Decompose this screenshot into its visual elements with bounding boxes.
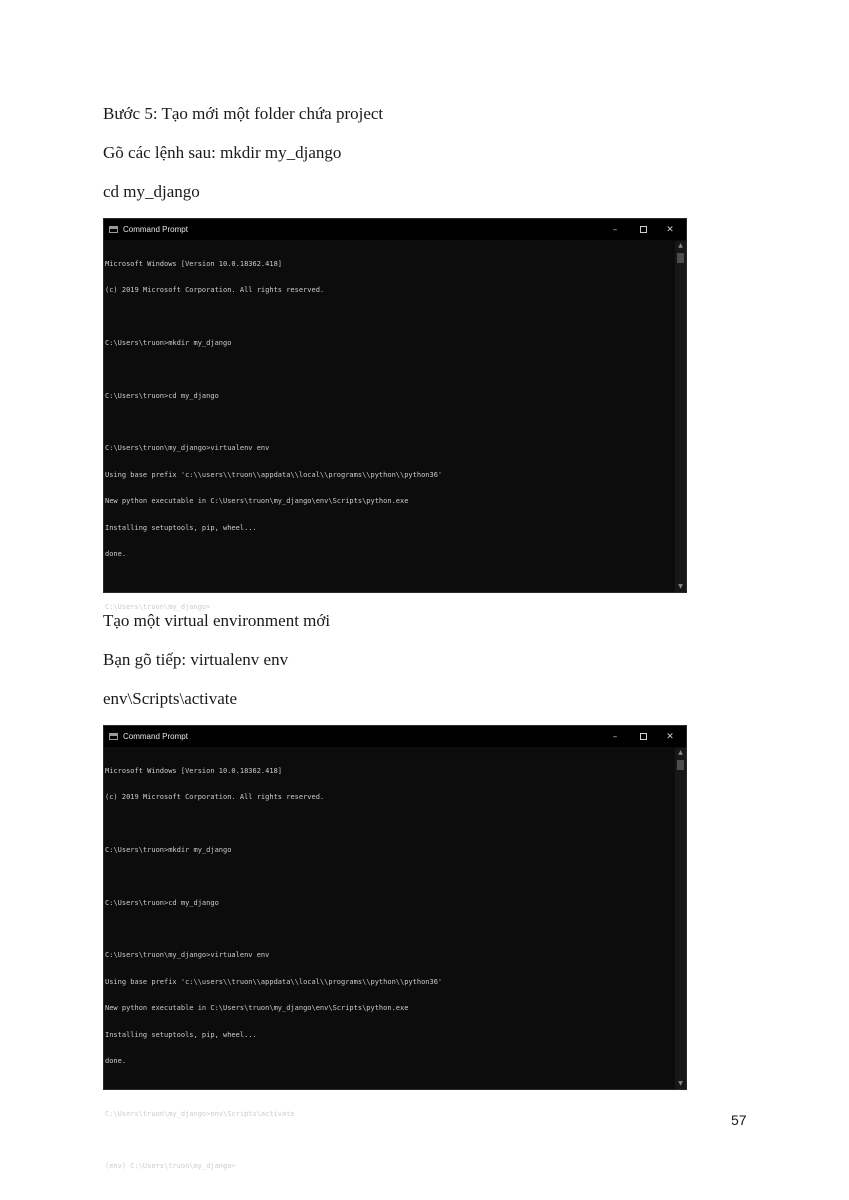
scroll-up-icon[interactable]: ▲ <box>678 242 683 249</box>
page-number: 57 <box>731 1112 747 1128</box>
console-line: C:\Users\truon\my_django> <box>105 602 211 611</box>
console-line: done. <box>105 549 127 558</box>
console-line: Installing setuptools, pip, wheel... <box>105 523 257 532</box>
instruction-virtualenv: Bạn gõ tiếp: virtualenv env <box>103 650 289 669</box>
console-line: C:\Users\truon>cd my_django <box>105 898 219 907</box>
console-output[interactable] <box>104 748 675 1171</box>
step-heading: Bước 5: Tạo mới một folder chứa project <box>103 104 384 123</box>
console-line: (env) C:\Users\truon\my_django> <box>105 1162 236 1171</box>
maximize-icon <box>640 733 647 740</box>
instruction-mkdir: Gõ các lệnh sau: mkdir my_django <box>103 143 342 162</box>
maximize-button[interactable] <box>630 726 656 747</box>
console-line <box>105 1136 675 1145</box>
console-line: C:\Users\truon\my_django>env\Scripts\activate <box>105 1109 295 1118</box>
console-line <box>105 418 675 427</box>
console-line: C:\Users\truon>mkdir my_django <box>105 845 232 854</box>
scroll-thumb[interactable] <box>677 253 684 263</box>
console-line <box>105 312 675 321</box>
console-line <box>105 365 675 374</box>
console-line: C:\Users\truon>cd my_django <box>105 391 219 400</box>
instruction-cd: cd my_django <box>103 182 200 201</box>
command-prompt-window-1 <box>103 218 687 611</box>
console-line: done. <box>105 1056 127 1065</box>
window-titlebar[interactable] <box>104 219 686 240</box>
console-line: (c) 2019 Microsoft Corporation. All rights reserved. <box>105 792 325 801</box>
console-line: New python executable in C:\Users\truon\my_django\env\Scripts\python.exe <box>105 497 409 506</box>
cmd-icon <box>109 733 118 740</box>
console-output[interactable] <box>104 241 675 611</box>
console-line: C:\Users\truon\my_django>virtualenv env <box>105 444 270 453</box>
vertical-scrollbar[interactable] <box>675 241 686 592</box>
console-line <box>105 925 675 934</box>
console-line: New python executable in C:\Users\truon\my_django\env\Scripts\python.exe <box>105 1004 409 1013</box>
console-line <box>105 1083 675 1092</box>
scroll-thumb[interactable] <box>677 760 684 770</box>
console-line: C:\Users\truon>mkdir my_django <box>105 338 232 347</box>
window-title: Command Prompt <box>123 225 188 234</box>
scroll-down-icon[interactable]: ▼ <box>678 583 683 590</box>
console-line: Microsoft Windows [Version 10.0.18362.418] <box>105 766 283 775</box>
minimize-button[interactable]: – <box>612 731 618 742</box>
vertical-scrollbar[interactable] <box>675 748 686 1089</box>
minimize-button[interactable]: – <box>612 224 618 235</box>
command-prompt-window-2 <box>103 725 687 1171</box>
console-line: (c) 2019 Microsoft Corporation. All rights reserved. <box>105 285 325 294</box>
window-titlebar[interactable] <box>104 726 686 747</box>
console-line: Using base prefix 'c:\\users\\truon\\appdata\\local\\programs\\python\\python36' <box>105 977 443 986</box>
instruction-activate: env\Scripts\activate <box>103 689 238 708</box>
close-button[interactable]: ✕ <box>666 224 674 235</box>
console-line: Microsoft Windows [Version 10.0.18362.418] <box>105 259 283 268</box>
instruction-create-venv: Tạo một virtual environment mới <box>103 611 331 630</box>
console-line: Using base prefix 'c:\\users\\truon\\appdata\\local\\programs\\python\\python36' <box>105 470 443 479</box>
maximize-icon <box>640 226 647 233</box>
window-title: Command Prompt <box>123 732 188 741</box>
maximize-button[interactable] <box>630 219 656 240</box>
close-button[interactable]: ✕ <box>666 731 674 742</box>
console-line: C:\Users\truon\my_django>virtualenv env <box>105 951 270 960</box>
console-line: Installing setuptools, pip, wheel... <box>105 1030 257 1039</box>
scroll-up-icon[interactable]: ▲ <box>678 749 683 756</box>
console-line <box>105 872 675 881</box>
scroll-down-icon[interactable]: ▼ <box>678 1080 683 1087</box>
console-line <box>105 576 675 585</box>
cmd-icon <box>109 226 118 233</box>
console-line <box>105 819 675 828</box>
